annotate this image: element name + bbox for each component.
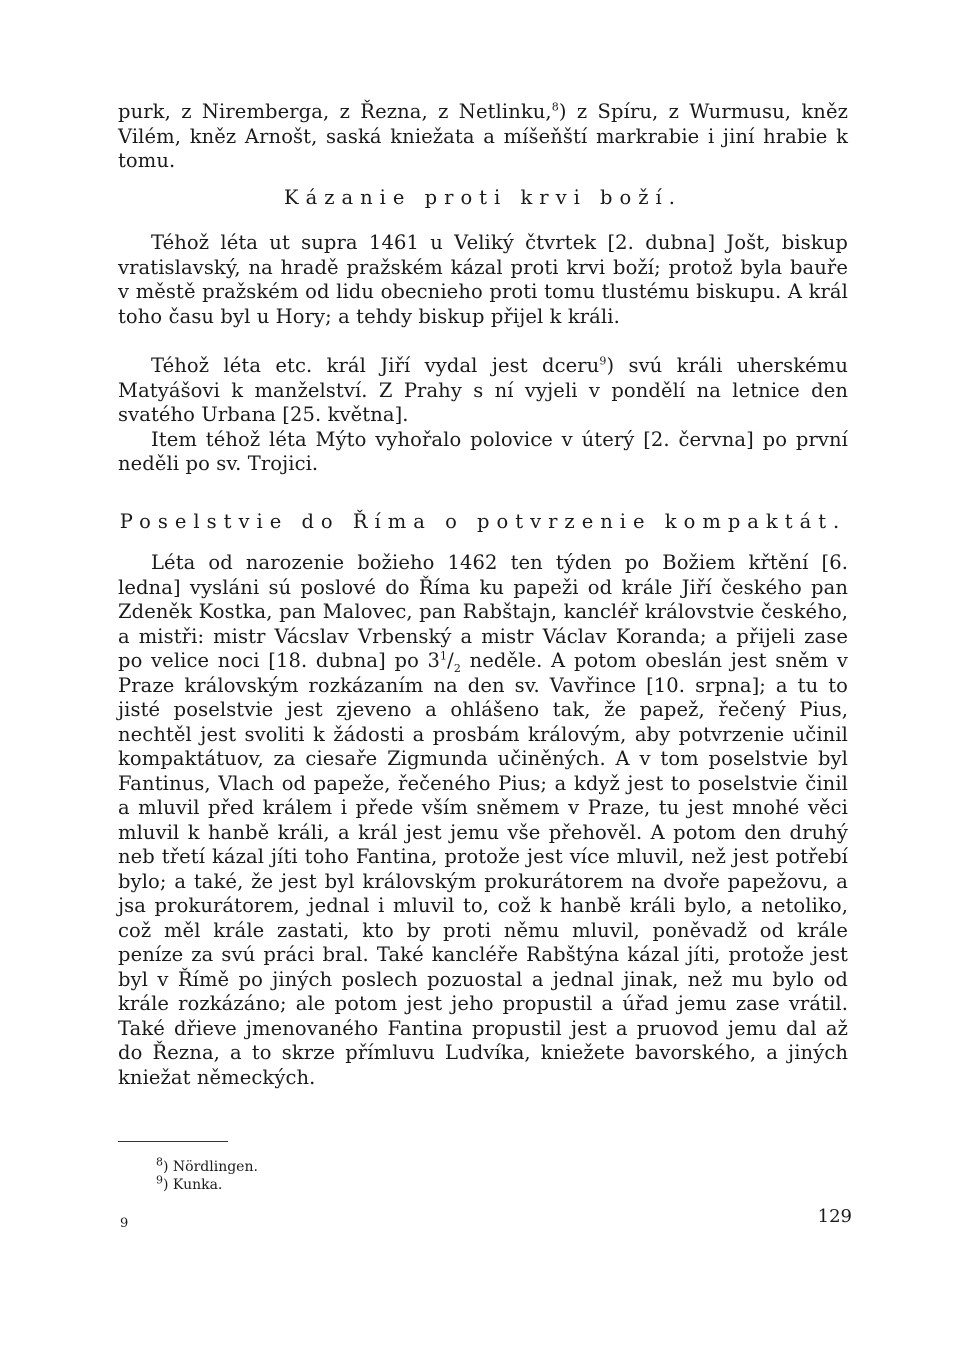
paragraph-3-text-rest: ) svú králi uherskému Matyášovi k manželství. Z Prahy s ní vyjeli v pondělí na letnice den svatého Urbana [25. května]. [118,354,849,426]
footnote-9 [156,1173,258,1194]
paragraph-5 [118,551,848,1090]
paragraph-3 [118,354,848,477]
section-heading-poselstvie: Poselstvie do Říma o potvrzenie kompaktát. [119,510,847,533]
footnote-text: ) Kunka. [163,1177,223,1193]
signature-mark: 9 [120,1216,129,1231]
footnote-divider [118,1141,228,1142]
paragraph-1 [118,100,848,174]
paragraph-5-text-rest: neděle. A potom obeslán jest sněm v Praze královským rozkázaním na den sv. Vavřince [10. srpna]; a tu to jisté poselstvie jest zjeveno a ohlášeno tak, že papež, řečený Pius, nechtěl jest svoliti k žádosti a prosbám královým, aby potvrzenie učinil kompaktátuov, za ciesaře Zigmunda učiněných. A v tom poselstvie byl Fantinus, Vlach od papeže, řečeného Pius; a když jest to poselstvie činil a mluvil před králem i přede vším sněmem v Praze, tu jest mnohé věci mluvil k hanbě králi, a král jest jemu vše přehověl. A potom den druhý neb třetí kázal jíti toho Fantina, protože jest více mluvil, než jest potřebí bylo; a také, že jest byl královským prokurátorem na dvoře papežovu, a jsa prokurátorem, jednal i mluvil to, což k hanbě králi bylo, a netoliko, což měl krále zastati, kto by proti němu mluvil, poněvadž od krále peníze za svú práci bral. Také kancléře Rabštýna kázal jíti, protože jest byl v Římě po jiných poslech pozuostal a jednal jinak, než mu bylo od krále rozkázáno; ale potom jest jeho propustil a úřad jemu zase vrátil. Také dřieve jmenovaného Fantina propustil jest a pruovod jemu dal až do Řezna, a to skrze přímluvu Ludvíka, kniežete bavorského, a jiných kniežat německých. [118,649,848,1089]
section-heading-kazanie: Kázanie proti krvi boží. [284,186,682,209]
paragraph-1-text: purk, z Niremberga, z Řezna, z Netlinku, [118,100,552,123]
paragraph-3-text: Téhož léta etc. král Jiří vydal jest dceru [151,354,600,377]
footnote-text: ) Nördlingen. [163,1159,258,1175]
footnote-8 [156,1155,258,1176]
paragraph-2 [118,231,848,329]
fraction-slash: / [447,649,454,672]
footnote-ref-8: 8 [551,100,559,114]
fraction-denominator: 2 [453,661,461,675]
footnote-mark: 8 [156,1155,163,1169]
paragraph-5-text: Léta od narozenie božieho 1462 ten týden po Božiem křtění [6. ledna] vysláni sú poslové do Říma ku papeži od krále Jiří českého pan Zdeněk Kostka, pan Malovec, pan Rabštajn, kancléř královstvie českého, a mistři: mistr Vácslav Vrbenský a mistr Václav Koranda; a přijeli zase po velice noci [18. dubna] po 3 [118,551,848,672]
fraction-numerator: 1 [440,649,448,663]
footnote-ref-9: 9 [599,354,607,368]
paragraph-1-text-rest: ) z Spíru, z Wurmusu, kněz Vilém, kněz Arnošt, saská kniežata a míšeňští markrabie i jiní hrabie k tomu. [118,100,848,172]
page-number: 129 [817,1206,852,1227]
footnote-mark: 9 [156,1173,163,1187]
paragraph-4-text: Item téhož léta Mýto vyhořalo polovice v úterý [2. června] po první neděli po sv. Trojici. [118,427,848,475]
paragraph-2-text: Téhož léta ut supra 1461 u Veliký čtvrtek [2. dubna] Jošt, biskup vratislavský, na hradě pražském kázal proti krvi boží; protož byla bauře v městě pražském od lidu obecnieho proti tomu tlustému biskupu. A král toho času byl u Hory; a tehdy biskup přijel k králi. [118,231,848,328]
footnotes [156,1155,258,1194]
